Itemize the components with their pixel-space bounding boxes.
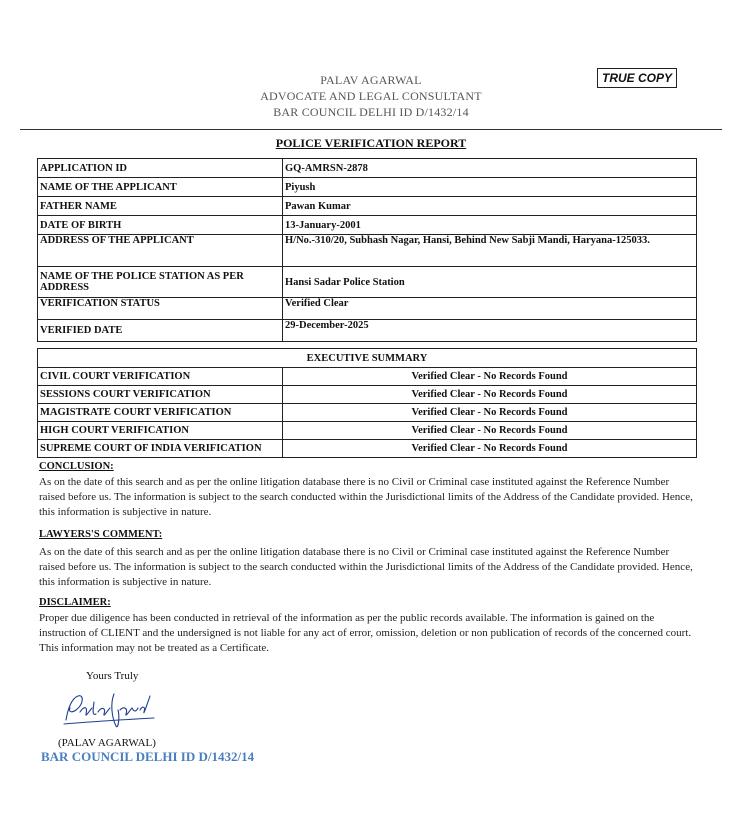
row-label: ADDRESS OF THE APPLICANT	[38, 235, 283, 267]
court-status: Verified Clear - No Records Found	[283, 422, 697, 440]
table-row	[38, 235, 697, 267]
advocate-name: PALAV AGARWAL	[320, 73, 422, 87]
signatory-bar-id: BAR COUNCIL DELHI ID D/1432/14	[41, 749, 255, 764]
row-value: 29-December-2025	[283, 320, 697, 342]
table-row	[38, 368, 697, 386]
lawyers-comment-heading: LAWYERS'S COMMENT:	[39, 529, 163, 540]
table-row	[38, 178, 697, 197]
table-row	[38, 440, 697, 458]
table-row	[38, 216, 697, 235]
row-value: Pawan Kumar	[283, 197, 697, 216]
court-label: CIVIL COURT VERIFICATION	[38, 368, 283, 386]
table-row	[38, 197, 697, 216]
conclusion-heading: CONCLUSION:	[39, 461, 114, 472]
report-title: POLICE VERIFICATION REPORT	[275, 136, 467, 150]
table-row	[38, 320, 697, 342]
row-value: Piyush	[283, 178, 697, 197]
table-row	[38, 159, 697, 178]
row-value: 13-January-2001	[283, 216, 697, 235]
signature-image	[58, 688, 168, 734]
row-label: APPLICATION ID	[38, 159, 283, 178]
court-label: HIGH COURT VERIFICATION	[38, 422, 283, 440]
row-label: VERIFICATION STATUS	[38, 298, 283, 320]
row-label: NAME OF THE APPLICANT	[38, 178, 283, 197]
row-label: DATE OF BIRTH	[38, 216, 283, 235]
conclusion-text: As on the date of this search and as per the online litigation database there is no Civil or Criminal case instituted against the Reference Number raised before us. The information is subject to the search conducted within the Jurisdictional limits of the Address of the Candidate provided. Hence, this information is subjective in nature.	[39, 476, 693, 518]
table-row	[38, 404, 697, 422]
closing-salutation: Yours Truly	[86, 670, 139, 682]
advocate-title: ADVOCATE AND LEGAL CONSULTANT	[260, 89, 482, 103]
court-status: Verified Clear - No Records Found	[283, 386, 697, 404]
applicant-details-table	[37, 158, 697, 342]
row-value: H/No.-310/20, Subhash Nagar, Hansi, Behind New Sabji Mandi, Haryana-125033.	[283, 235, 697, 267]
executive-summary-table	[37, 348, 697, 458]
header-divider	[20, 129, 722, 130]
true-copy-stamp: TRUE COPY	[597, 68, 677, 88]
table-row	[38, 386, 697, 404]
table-header-row	[38, 349, 697, 368]
disclaimer-text: Proper due diligence has been conducted in retrieval of the information as per the public records available. The information is gained on the instruction of CLIENT and the undersigned is not liable for any act of error, omission, deletion or non publication of records of the concerned court. This information may not be treated as a Certificate.	[39, 612, 692, 654]
court-status: Verified Clear - No Records Found	[283, 368, 697, 386]
court-status: Verified Clear - No Records Found	[283, 404, 697, 422]
row-label: FATHER NAME	[38, 197, 283, 216]
table-row	[38, 267, 697, 298]
row-label: NAME OF THE POLICE STATION AS PER ADDRESS	[38, 267, 283, 298]
lawyers-comment-text: As on the date of this search and as per the online litigation database there is no Civil or Criminal case instituted against the Reference Number raised before us. The information is subject to the search conducted within the Jurisdictional limits of the Address of the Candidate provided. Hence, this information is subjective in nature.	[39, 546, 693, 588]
court-label: SUPREME COURT OF INDIA VERIFICATION	[38, 440, 283, 458]
court-label: SESSIONS COURT VERIFICATION	[38, 386, 283, 404]
table-row	[38, 298, 697, 320]
row-label: VERIFIED DATE	[38, 320, 283, 342]
row-value: Hansi Sadar Police Station	[283, 267, 697, 298]
row-value: Verified Clear	[283, 298, 697, 320]
court-status: Verified Clear - No Records Found	[283, 440, 697, 458]
summary-heading: EXECUTIVE SUMMARY	[38, 349, 697, 368]
disclaimer-heading: DISCLAIMER:	[39, 597, 111, 608]
signatory-name: (PALAV AGARWAL)	[58, 737, 156, 749]
advocate-bar-id: BAR COUNCIL DELHI ID D/1432/14	[273, 105, 469, 119]
court-label: MAGISTRATE COURT VERIFICATION	[38, 404, 283, 422]
row-value: GQ-AMRSN-2878	[283, 159, 697, 178]
table-row	[38, 422, 697, 440]
